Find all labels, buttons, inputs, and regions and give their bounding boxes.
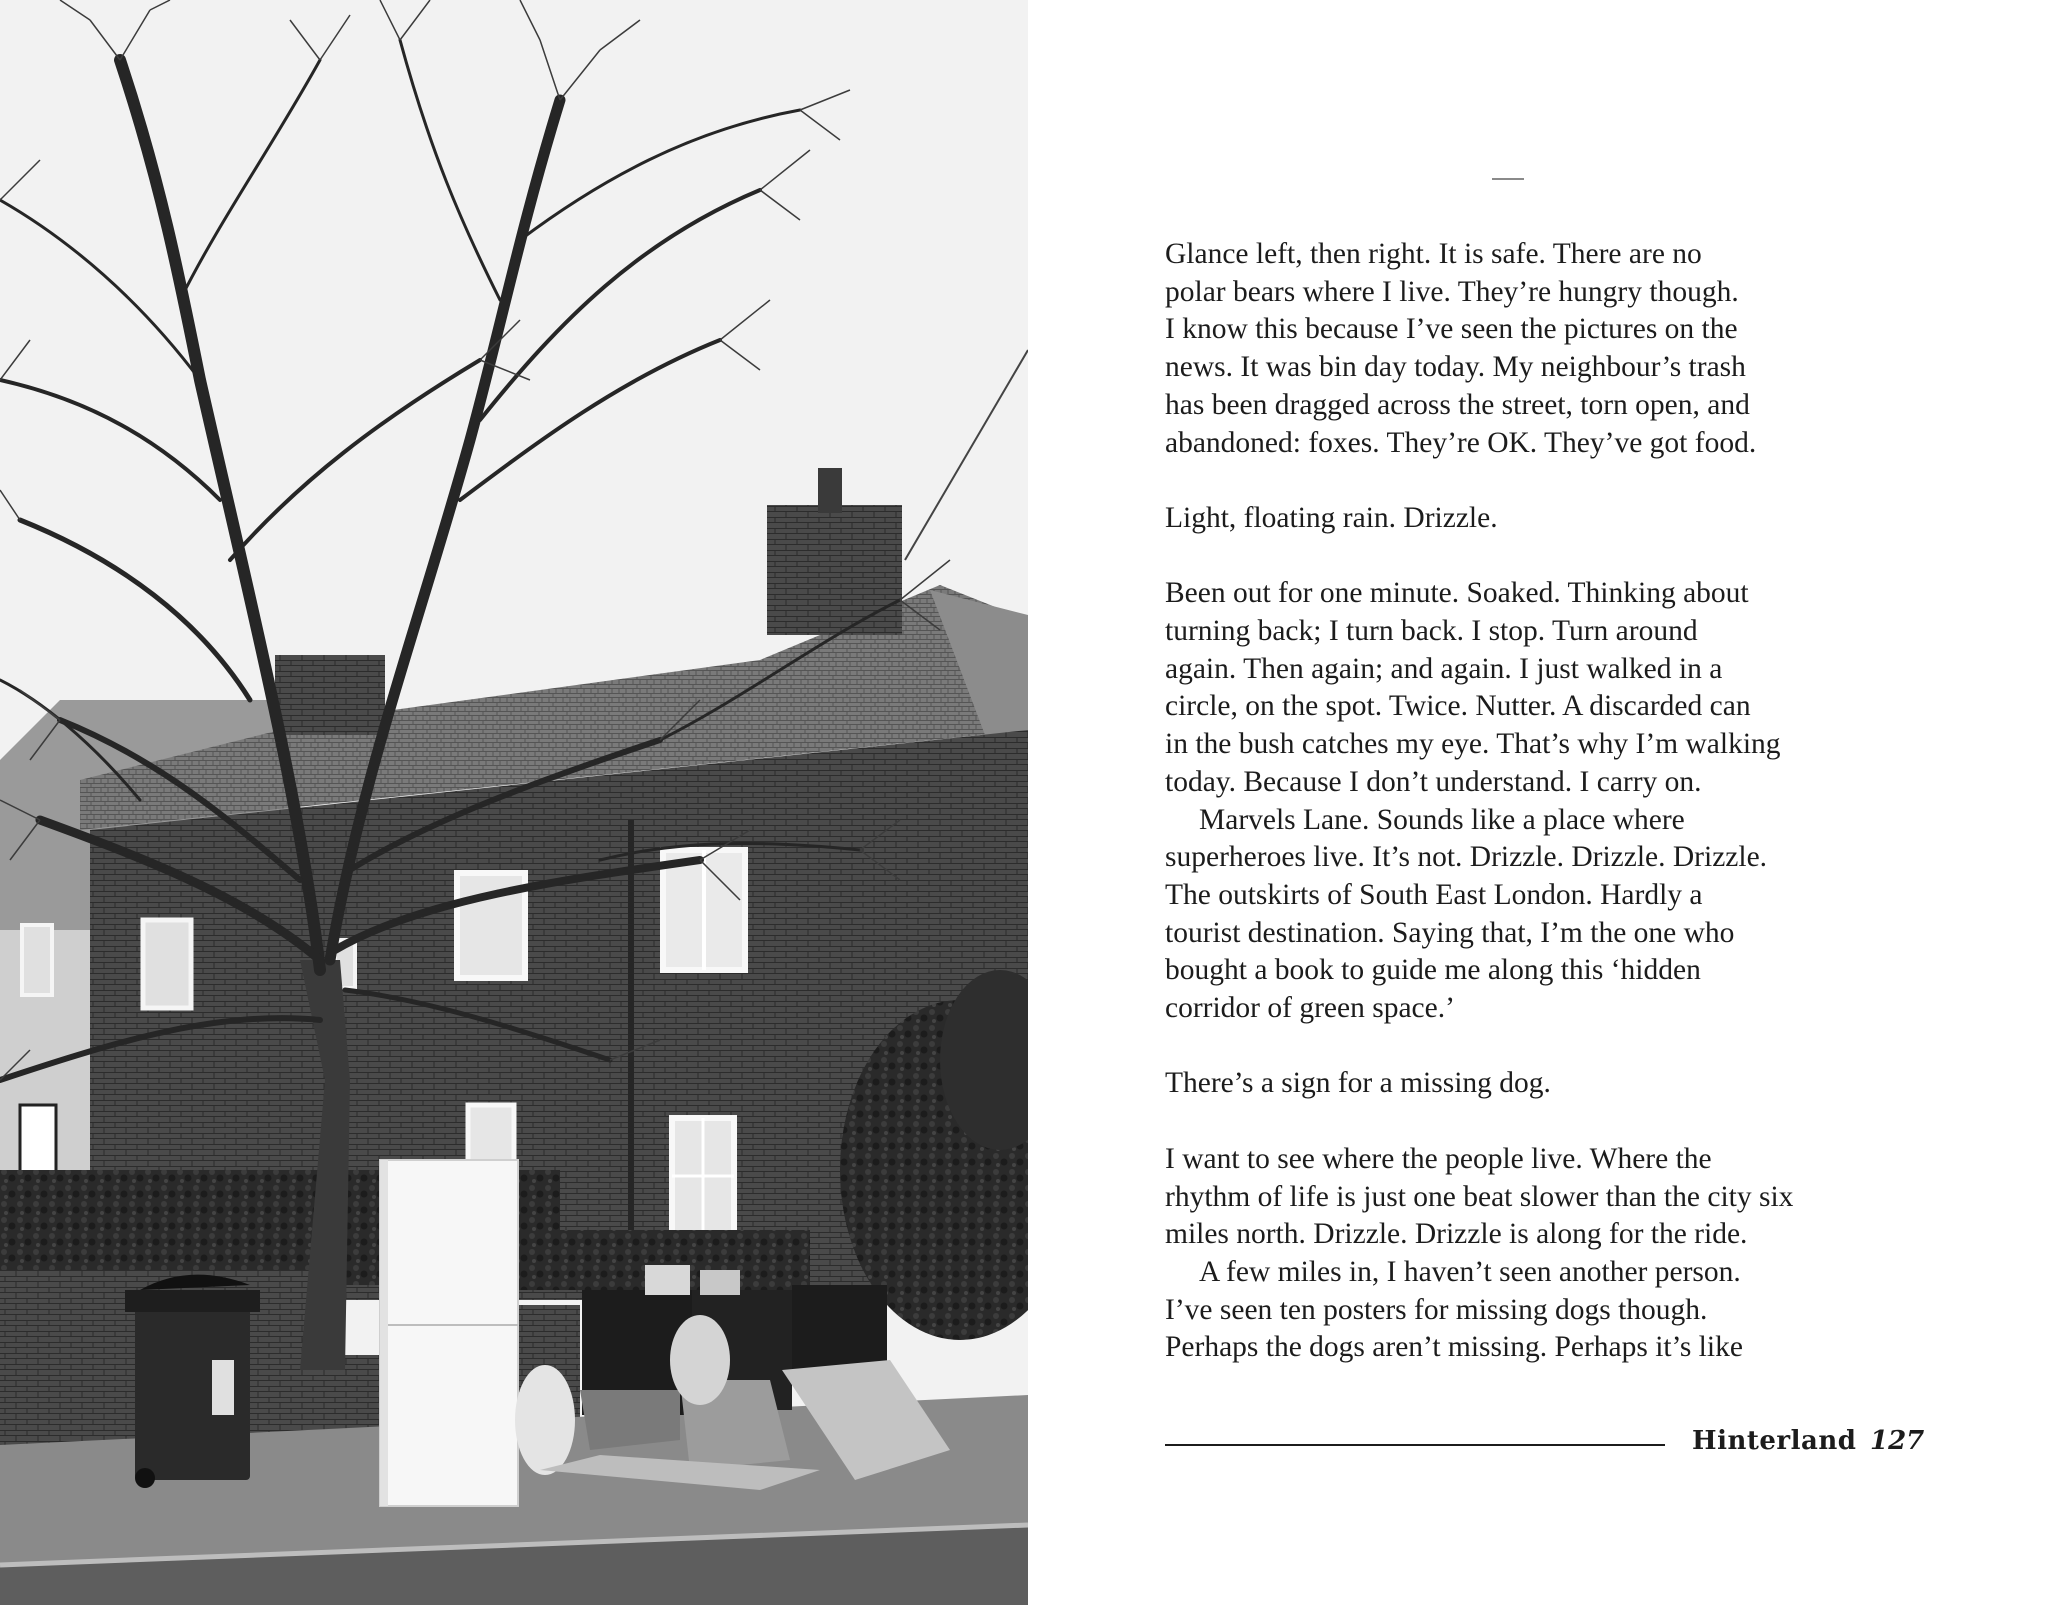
body-text (1165, 236, 1885, 1367)
paragraph: A few miles in, I haven’t seen another person. I’ve seen ten posters for missing dogs though. Perhaps the dogs aren’t missing. Perhaps it’s like (1165, 1255, 1743, 1364)
paragraph: Marvels Lane. Sounds like a place where superheroes live. It’s not. Drizzle. Drizzle. Drizzle. The outskirts of South East London. Hardly a tourist destination. Saying that, I’m the one who bought a book to guide me along this ‘hidden corridor of green space.’ (1165, 803, 1768, 1025)
paragraph: I want to see where the people live. Where the rhythm of life is just one beat slower than the city six miles north. Drizzle. Drizzle is along for the ride. (1165, 1142, 1794, 1251)
paragraph: Glance left, then right. It is safe. There are no polar bears where I live. They’re hungry though. I know this because I’ve seen the pictures on the news. It was bin day today. My neighbour’s trash has been dragged across the street, torn open, and abandoned: foxes. They’re OK. They’ve got food. (1165, 238, 1757, 459)
paragraph: Been out for one minute. Soaked. Thinking about turning back; I turn back. I stop. Turn around again. Then again; and again. I just walked in a circle, on the spot. Twice. Nutter. A discarded can in the bush catches my eye. That’s why I’m walking today. Because I don’t understand. I carry on. (1165, 577, 1781, 798)
running-title: Hinterland (1692, 1426, 1857, 1456)
footer-rule (1165, 1444, 1665, 1446)
section-separator (1492, 178, 1524, 180)
page-number: 127 (1870, 1426, 1925, 1456)
paragraph: Light, floating rain. Drizzle. (1165, 501, 1498, 534)
paragraph: There’s a sign for a missing dog. (1165, 1067, 1551, 1100)
